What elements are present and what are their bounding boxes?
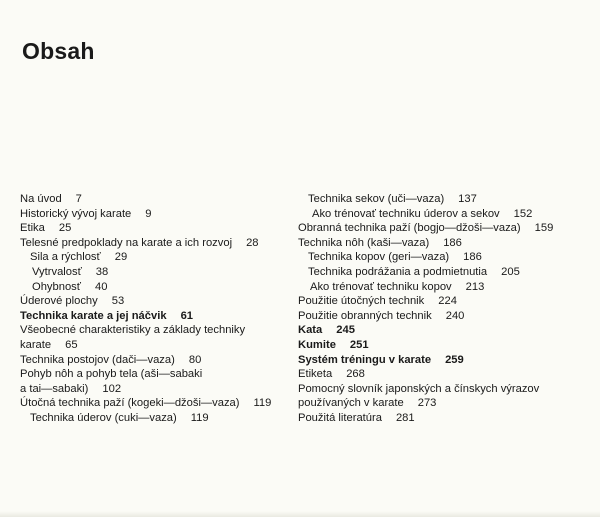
toc-entry-page: 224 xyxy=(438,295,457,308)
toc-entry-title: Ohybnosť xyxy=(32,280,81,293)
toc-entry xyxy=(298,411,590,426)
toc-entry-page: 205 xyxy=(501,265,520,278)
toc-entry-page: 40 xyxy=(94,280,108,293)
toc-entry-title: Použitá literatúra xyxy=(298,411,382,424)
toc-entry-title: Použitie obranných technik xyxy=(298,309,432,322)
toc-entry-title: Etiketa xyxy=(298,368,333,381)
toc-entry-title: Ako trénovať techniku kopov xyxy=(310,280,452,293)
toc-entry xyxy=(20,353,292,368)
toc-entry-page: 29 xyxy=(114,251,128,264)
toc-entry xyxy=(298,367,590,382)
toc-entry-page: 80 xyxy=(188,353,202,366)
toc-entry-page: 268 xyxy=(346,368,365,381)
toc-entry xyxy=(20,265,292,280)
toc-entry-page: 251 xyxy=(349,338,369,351)
toc-entry xyxy=(298,323,590,338)
toc-entry-title: Na úvod xyxy=(20,193,62,205)
toc-entry-page: 38 xyxy=(95,265,109,278)
toc-entry xyxy=(298,309,590,324)
toc-entry xyxy=(298,280,590,295)
toc-entry-title: Telesné predpoklady na karate a ich rozvoj xyxy=(20,236,233,249)
toc-entry-title: karate xyxy=(20,338,52,351)
toc-entry-page: 186 xyxy=(443,236,462,249)
toc-entry-title: používaných v karate xyxy=(298,397,404,410)
toc-entry xyxy=(20,221,292,236)
toc-entry xyxy=(298,221,590,236)
toc-entry xyxy=(20,207,292,222)
toc-entry-page: 7 xyxy=(75,193,82,205)
toc-entry xyxy=(20,396,292,411)
toc-left-column xyxy=(20,192,292,426)
toc-entry-title: Kumite xyxy=(298,338,336,351)
toc-right-column xyxy=(298,192,590,426)
toc-entry-page: 28 xyxy=(246,236,259,249)
toc-entry-page: 186 xyxy=(463,251,482,264)
toc-entry-title: Vytrvalosť xyxy=(32,265,82,278)
toc-entry-title: Pohyb nôh a pohyb tela (aši—sabaki xyxy=(20,368,203,381)
toc-entry-title: Všeobecné charakteristiky a základy techniky xyxy=(20,324,246,337)
toc-entry-page: 273 xyxy=(417,397,437,410)
toc-entry xyxy=(298,353,590,368)
toc-entry-title: Technika úderov (cuki—vaza) xyxy=(30,411,177,424)
toc-entry-title: Úderové plochy xyxy=(20,295,98,308)
page-title: Obsah xyxy=(22,38,95,64)
toc-entry-title: Obranná technika paží (bogjo—džoši—vaza) xyxy=(298,222,521,235)
toc-entry-title: Technika karate a jej náčvik xyxy=(20,309,167,322)
toc-entry-page: 61 xyxy=(180,309,194,322)
toc-entry xyxy=(298,207,590,222)
toc-entry xyxy=(20,250,292,265)
toc-entry-page: 240 xyxy=(445,309,465,322)
toc-entry-title: Technika kopov (geri—vaza) xyxy=(308,251,450,264)
toc-entry-page: 159 xyxy=(534,222,554,235)
toc-entry-page: 25 xyxy=(58,222,72,235)
toc-entry xyxy=(20,280,292,295)
toc-entry-page: 281 xyxy=(395,411,415,424)
page-edge xyxy=(0,511,600,517)
toc-entry-page: 213 xyxy=(465,280,485,293)
toc-entry-page: 245 xyxy=(336,324,355,337)
toc-entry xyxy=(298,338,590,353)
toc-entry xyxy=(20,309,292,324)
toc-entry-title: Sila a rýchlosť xyxy=(30,251,101,264)
toc-entry-title: Technika podrážania a podmietnutia xyxy=(308,265,488,278)
toc-entry-page: 152 xyxy=(513,207,533,220)
toc-entry xyxy=(298,250,590,265)
toc-entry xyxy=(20,236,292,251)
toc-entry xyxy=(298,265,590,280)
toc-entry-title: Použitie útočných technik xyxy=(298,295,425,308)
toc-entry-title: Útočná technika paží (kogeki—džoši—vaza) xyxy=(20,397,240,410)
toc-entry-page: 119 xyxy=(253,397,272,410)
toc-entry-page: 9 xyxy=(145,207,152,220)
toc-entry xyxy=(298,294,590,309)
toc-entry-title: Historický vývoj karate xyxy=(20,207,132,220)
toc-entry-page: 53 xyxy=(111,295,125,308)
toc-entry-page: 259 xyxy=(445,353,464,366)
toc-entry xyxy=(20,411,292,426)
toc-entry xyxy=(298,396,590,411)
toc-entry-title: Pomocný slovník japonských a čínskych výrazov xyxy=(298,382,540,395)
toc-entry xyxy=(20,294,292,309)
toc-entry-title: Technika postojov (dači—vaza) xyxy=(20,353,175,366)
toc-entry xyxy=(20,367,292,382)
toc-entry-page: 65 xyxy=(65,338,78,351)
toc-entry xyxy=(20,382,292,397)
toc-entry xyxy=(20,338,292,353)
toc-entry xyxy=(298,192,590,207)
toc-entry-title: a tai—sabaki) xyxy=(20,382,89,395)
toc-entry xyxy=(20,323,292,338)
toc-entry-title: Etika xyxy=(20,222,45,235)
toc-entry-page: 137 xyxy=(458,193,477,205)
toc-entry-page: 102 xyxy=(102,382,122,395)
toc-entry xyxy=(298,382,590,397)
toc-entry-title: Technika sekov (uči—vaza) xyxy=(308,193,445,205)
toc-entry-title: Systém tréningu v karate xyxy=(298,353,432,366)
toc-entry xyxy=(298,236,590,251)
toc-entry xyxy=(20,192,292,207)
toc-entry-title: Technika nôh (kaši—vaza) xyxy=(298,236,430,249)
toc-entry-title: Kata xyxy=(298,324,323,337)
toc-entry-title: Ako trénovať techniku úderov a sekov xyxy=(312,207,500,220)
toc-entry-page: 119 xyxy=(190,411,209,424)
